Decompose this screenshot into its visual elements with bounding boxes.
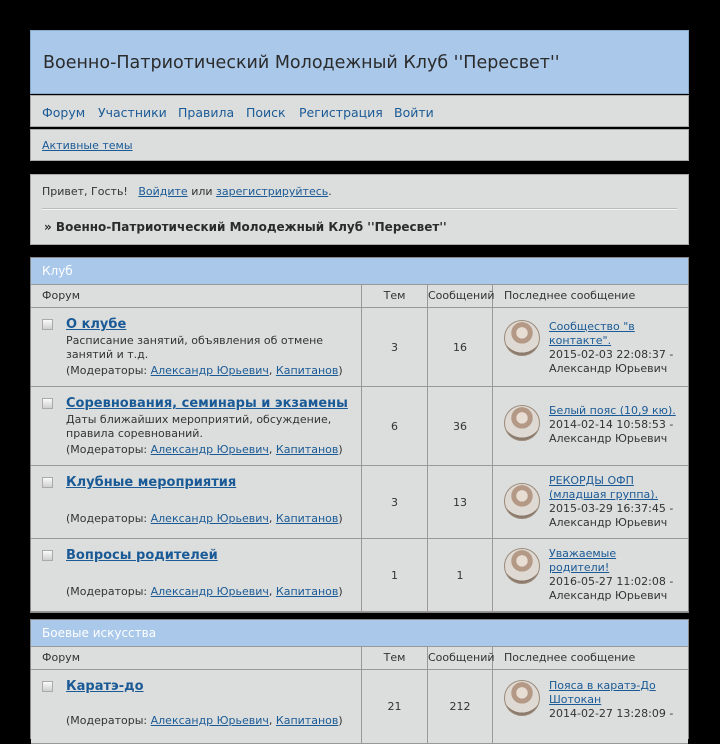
last-post-cell	[493, 466, 688, 538]
moderators-suffix: )	[338, 585, 343, 598]
forum-moderators	[66, 364, 343, 377]
forum-cell	[31, 387, 362, 465]
table-header	[31, 646, 688, 670]
moderators-suffix: )	[338, 364, 343, 377]
forum-link[interactable]: Соревнования, семинары и экзамены	[66, 396, 348, 411]
avatar[interactable]	[504, 405, 540, 441]
last-post-date: 2014-02-14 10:58:53 -	[549, 418, 674, 431]
moderators-label: (Модераторы:	[66, 714, 148, 727]
moderators-label: (Модераторы:	[66, 585, 148, 598]
last-post-link[interactable]: Сообщество "в контакте".	[549, 320, 635, 347]
moderator-link[interactable]: Капитанов	[275, 512, 339, 525]
last-post-info	[549, 474, 689, 530]
col-header-topics: Тем	[362, 647, 428, 669]
moderator-link[interactable]: Александр Юрьевич	[150, 512, 269, 525]
forum-description: Даты ближайших мероприятий, обсуждение, правила соревнований.	[66, 413, 332, 440]
moderators-separator: ,	[268, 585, 273, 598]
col-header-posts: Сообщений	[428, 285, 493, 307]
forum-cell	[31, 308, 362, 386]
nav-register[interactable]: Регистрация	[299, 105, 383, 120]
moderators-separator: ,	[268, 443, 273, 456]
forum-description: Расписание занятий, объявления об отмене занятий и т.д.	[66, 334, 324, 361]
topics-count: 21	[362, 670, 428, 743]
forum-status-icon	[42, 319, 53, 330]
greeting-text: Привет, Гость!	[42, 185, 128, 198]
table-header	[31, 284, 688, 308]
forum-row	[31, 387, 688, 466]
last-post-author: Александр Юрьевич	[549, 589, 668, 602]
forum-row	[31, 539, 688, 612]
moderators-label: (Модераторы:	[66, 443, 148, 456]
moderator-link[interactable]: Капитанов	[275, 364, 339, 377]
topics-count: 3	[362, 466, 428, 538]
nav-forum[interactable]: Форум	[42, 105, 86, 120]
last-post-link[interactable]: Белый пояс (10,9 кю).	[549, 404, 676, 417]
topics-count: 6	[362, 387, 428, 465]
forum-cell	[31, 670, 362, 743]
col-header-posts: Сообщений	[428, 647, 493, 669]
moderator-link[interactable]: Александр Юрьевич	[150, 364, 269, 377]
last-post-cell	[493, 308, 688, 386]
forum-cell	[31, 539, 362, 611]
moderator-link[interactable]: Капитанов	[275, 585, 339, 598]
site-title: Военно-Патриотический Молодежный Клуб ''Пересвет''	[43, 53, 560, 73]
greeting-line	[42, 185, 332, 198]
forum-link[interactable]: Клубные мероприятия	[66, 475, 237, 490]
nav-members[interactable]: Участники	[98, 105, 167, 120]
active-topics-link[interactable]: Активные темы	[42, 139, 133, 152]
moderator-link[interactable]: Александр Юрьевич	[150, 714, 269, 727]
posts-count: 212	[428, 670, 493, 743]
forum-moderators	[66, 512, 343, 525]
col-header-last-post: Последнее сообщение	[504, 289, 636, 302]
last-post-info	[549, 404, 689, 446]
forum-link[interactable]: Вопросы родителей	[66, 548, 218, 563]
moderators-label: (Модераторы:	[66, 512, 148, 525]
posts-count: 16	[428, 308, 493, 386]
last-post-info	[549, 679, 689, 721]
last-post-link[interactable]: Уважаемые родители!	[549, 547, 617, 574]
welcome-box	[30, 174, 689, 245]
last-post-date: 2016-05-27 11:02:08 -	[549, 575, 674, 588]
forum-status-icon	[42, 477, 53, 488]
avatar[interactable]	[504, 548, 540, 584]
moderators-separator: ,	[268, 714, 273, 727]
or-text: или	[191, 185, 213, 198]
avatar[interactable]	[504, 680, 540, 716]
moderators-label: (Модераторы:	[66, 364, 148, 377]
avatar[interactable]	[504, 320, 540, 356]
sub-nav	[30, 129, 689, 161]
register-link[interactable]: зарегистрируйтесь	[216, 185, 329, 198]
forum-row	[31, 308, 688, 387]
moderator-link[interactable]: Капитанов	[275, 443, 339, 456]
last-post-link[interactable]: РЕКОРДЫ ОФП (младшая группа).	[549, 474, 659, 501]
main-nav	[30, 95, 689, 127]
forum-link[interactable]: Каратэ-до	[66, 679, 144, 694]
posts-count: 13	[428, 466, 493, 538]
forum-link[interactable]: О клубе	[66, 317, 127, 332]
divider	[42, 208, 677, 210]
last-post-author: Александр Юрьевич	[549, 516, 668, 529]
category-title: Клуб	[31, 258, 688, 284]
forum-row	[31, 466, 688, 539]
forum-moderators	[66, 443, 343, 456]
nav-search[interactable]: Поиск	[246, 105, 286, 120]
col-header-forum: Форум	[31, 647, 362, 669]
period-text: .	[328, 185, 332, 198]
last-post-info	[549, 547, 689, 603]
category-title: Боевые искусства	[31, 620, 688, 646]
forum-moderators	[66, 585, 343, 598]
posts-count: 36	[428, 387, 493, 465]
last-post-author: Александр Юрьевич	[549, 432, 668, 445]
moderator-link[interactable]: Александр Юрьевич	[150, 443, 269, 456]
moderators-separator: ,	[268, 364, 273, 377]
last-post-date: 2014-02-27 13:28:09 -	[549, 707, 674, 720]
last-post-link[interactable]: Пояса в каратэ-До Шотокан	[549, 679, 656, 706]
last-post-date: 2015-02-03 22:08:37 -	[549, 348, 674, 361]
nav-rules[interactable]: Правила	[178, 105, 235, 120]
last-post-cell	[493, 539, 688, 611]
moderators-suffix: )	[338, 443, 343, 456]
nav-login[interactable]: Войти	[394, 105, 434, 120]
moderators-suffix: )	[338, 512, 343, 525]
last-post-cell	[493, 670, 688, 743]
last-post-date: 2015-03-29 16:37:45 -	[549, 502, 674, 515]
posts-count: 1	[428, 539, 493, 611]
avatar[interactable]	[504, 483, 540, 519]
last-post-author: Александр Юрьевич	[549, 362, 668, 375]
forum-row	[31, 670, 688, 744]
last-post-info	[549, 320, 689, 376]
moderator-link[interactable]: Капитанов	[275, 714, 339, 727]
col-header-forum: Форум	[31, 285, 362, 307]
last-post-cell	[493, 387, 688, 465]
forum-cell	[31, 466, 362, 538]
topics-count: 1	[362, 539, 428, 611]
forum-status-icon	[42, 398, 53, 409]
col-header-topics: Тем	[362, 285, 428, 307]
login-link[interactable]: Войдите	[138, 185, 188, 198]
forum-moderators	[66, 714, 343, 727]
topics-count: 3	[362, 308, 428, 386]
moderator-link[interactable]: Александр Юрьевич	[150, 585, 269, 598]
breadcrumb: » Военно-Патриотический Молодежный Клуб ''Пересвет''	[44, 220, 447, 234]
forum-status-icon	[42, 550, 53, 561]
moderators-separator: ,	[268, 512, 273, 525]
site-header	[30, 30, 689, 94]
forum-status-icon	[42, 681, 53, 692]
col-header-last-post: Последнее сообщение	[504, 651, 636, 664]
category-martial-arts	[30, 619, 689, 739]
category-club	[30, 257, 689, 613]
moderators-suffix: )	[338, 714, 343, 727]
